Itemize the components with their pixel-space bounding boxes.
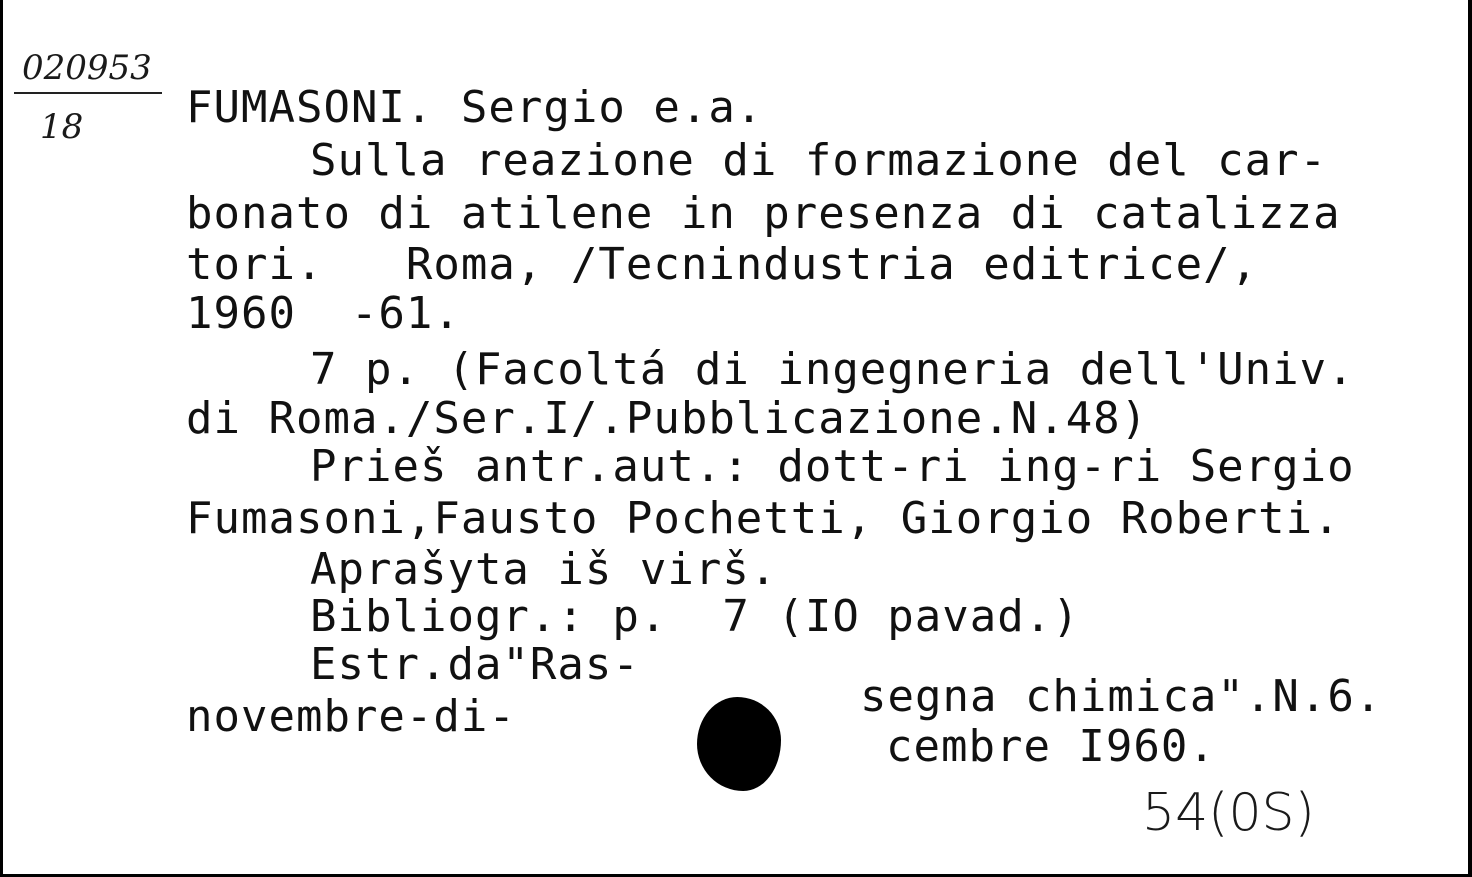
entry-heading: FUMASONI. Sergio e.a. (186, 82, 764, 133)
entry-collation-line-1: 7 p. (Facoltá di ingegneria dell'Univ. (310, 344, 1355, 395)
entry-note-extract-line-1a: Estr.da"Ras- (310, 639, 640, 690)
entry-note-authors-line-2: Fumasoni,Fausto Pochetti, Giorgio Roberti. (186, 493, 1341, 544)
entry-note-bibliography: Bibliogr.: p. 7 (IO pavad.) (310, 591, 1080, 642)
shelf-mark: 54(0S) (1142, 783, 1315, 843)
accession-divider (14, 92, 162, 94)
card-edge-right (1468, 0, 1472, 877)
accession-sub-number: 18 (40, 107, 84, 147)
entry-note-authors-line-1: Prieš antr.aut.: dott-ri ing-ri Sergio (310, 441, 1355, 492)
entry-title-line-1: Sulla reazione di formazione del car- (310, 135, 1328, 186)
entry-collation-line-2: di Roma./Ser.I/.Pubblicazione.N.48) (186, 393, 1149, 444)
accession-number: 020953 (22, 48, 152, 88)
entry-note-extract-line-1b: segna chimica".N.6. (860, 671, 1383, 722)
entry-imprint-line-2: 1960 -61. (186, 288, 461, 339)
entry-note-extract-line-2a: novembre-di- (186, 691, 516, 742)
entry-title-line-2: bonato di atilene in presenza di catalizza (186, 188, 1341, 239)
entry-note-extract-line-2b: cembre I960. (886, 721, 1216, 772)
card-edge-left (0, 0, 3, 877)
card-punch-hole (697, 697, 781, 791)
entry-note-described: Aprašyta iš virš. (310, 544, 778, 595)
entry-imprint-line-1: tori. Roma, /Tecnindustria editrice/, (186, 239, 1259, 290)
